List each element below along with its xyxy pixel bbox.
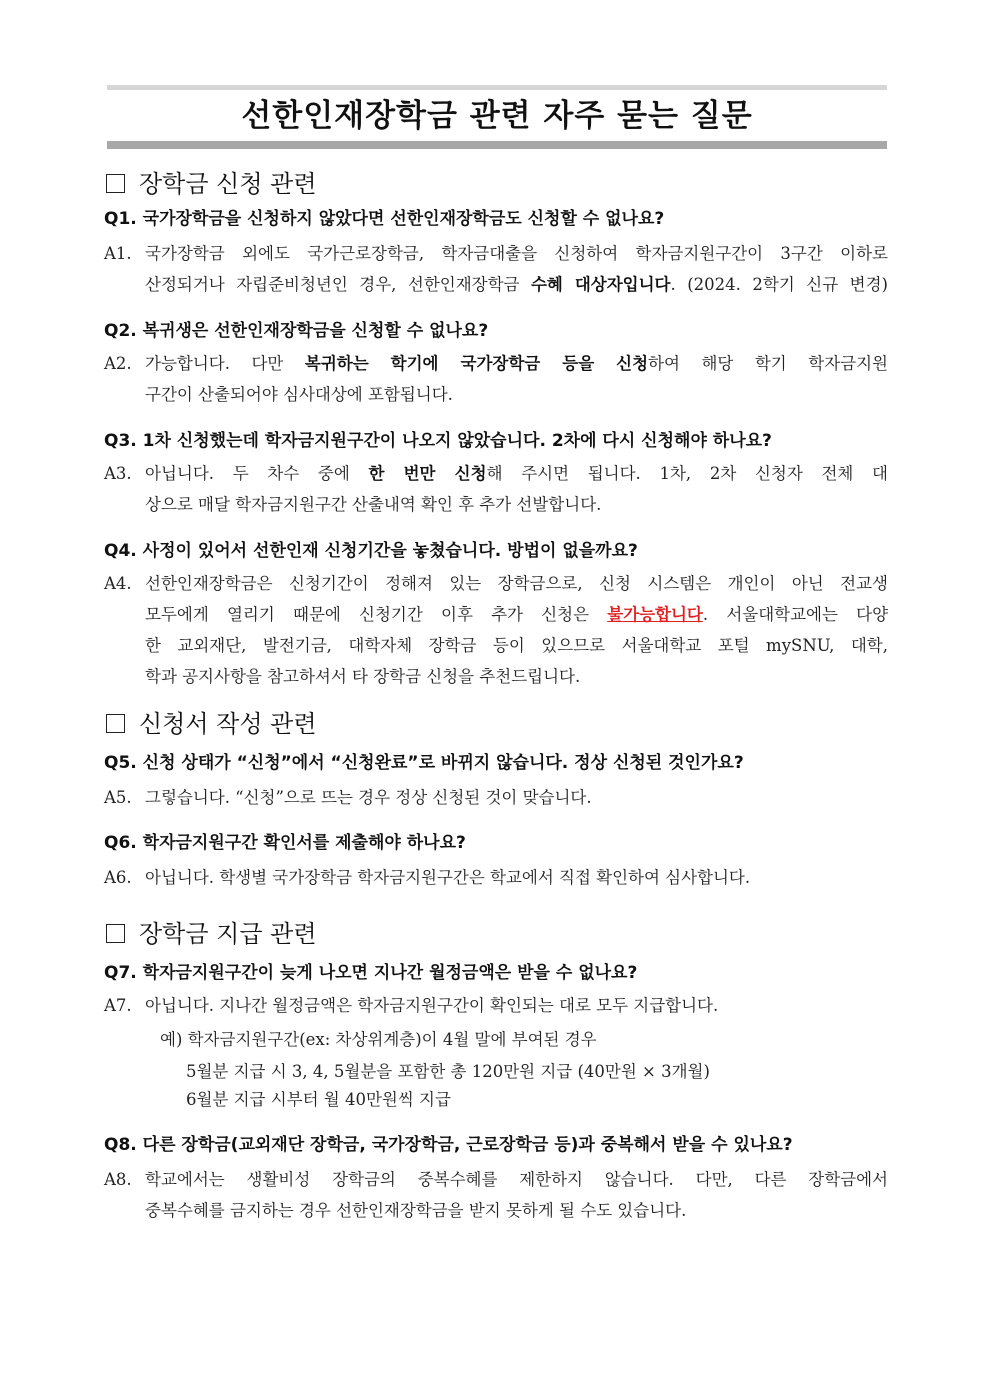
answer-line: 한 교외재단, 발전기금, 대학자체 장학금 등이 있으므로 서울대학교 포털 mySNU, 대학, [145,636,888,655]
answer-line: 학과 공지사항을 참고하셔서 타 장학금 신청을 추천드립니다. [145,667,581,686]
answer-line: 학교에서는 생활비성 장학금의 중복수혜를 제한하지 않습니다. 다만, 다른 장학금에서 [145,1170,888,1189]
emphasis-text: 수혜 대상자입니다 [530,275,671,294]
section-label: 신청서 작성 관련 [139,710,317,738]
question-5: Q5. 신청 상태가 “신청”에서 “신청완료”로 바뀌지 않습니다. 정상 신청된 것인가요? [104,753,744,773]
answer-line: 중복수혜를 금지하는 경우 선한인재장학금을 받지 못하게 될 수도 있습니다. [145,1201,687,1220]
answer-1 [104,238,888,300]
answer-line [145,269,888,300]
answer-2 [104,348,888,410]
answer-4 [104,568,888,692]
answer-label: A4. [104,574,132,593]
question-7: Q7. 학자금지원구간이 늦게 나오면 지나간 월정금액은 받을 수 없나요? [104,963,638,983]
example-line: 예) 학자금지원구간(ex: 차상위계층)이 4월 말에 부여된 경우 [160,1030,597,1049]
question-6: Q6. 학자금지원구간 확인서를 제출해야 하나요? [104,833,466,853]
answer-line: 그렇습니다. “신청”으로 뜨는 경우 정상 신청된 것이 맞습니다. [145,788,592,807]
emphasis-red-text: 불가능합니다 [607,605,703,624]
answer-label: A5. [104,788,132,807]
answer-label: A8. [104,1170,132,1189]
answer-line: 구간이 산출되어야 심사대상에 포함됩니다. [145,385,453,404]
answer-body [145,458,888,520]
answer-line: 상으로 매달 학자금지원구간 산출내역 확인 후 추가 선발합니다. [145,495,602,514]
emphasis-text: 한 번만 신청 [368,464,487,483]
answer-text: 아닙니다. 두 차수 중에 [145,464,369,483]
answer-body [145,348,888,410]
answer-text: . 서울대학교에는 다양 [702,605,889,624]
example-line: 5월분 지급 시 3, 4, 5월분을 포함한 총 120만원 지급 (40만원 × 3개월) [186,1062,710,1081]
answer-text: 해 주시면 됩니다. 1차, 2차 신청자 전체 대 [486,464,888,483]
answer-line [145,348,888,379]
answer-body [145,782,888,813]
answer-label: A6. [104,868,132,887]
section-heading-application [104,168,317,200]
answer-7 [104,990,888,1021]
question-2: Q2. 복귀생은 선한인재장학금을 신청할 수 없나요? [104,321,489,341]
question-8: Q8. 다른 장학금(교외재단 장학금, 국가장학금, 근로장학금 등)과 중복해서 받을 수 있나요? [104,1135,793,1155]
section-heading-form [104,708,317,740]
title-bottom-rule [107,141,887,149]
answer-text: . (2024. 2학기 신규 변경) [670,275,888,294]
answer-line: 아닙니다. 지나간 월정금액은 학자금지원구간이 확인되는 대로 모두 지급합니다. [145,996,719,1015]
answer-5 [104,782,888,813]
answer-body [145,238,888,300]
answer-line: 아닙니다. 학생별 국가장학금 학자금지원구간은 학교에서 직접 확인하여 심사합니다. [145,868,751,887]
answer-label: A3. [104,464,132,483]
question-3: Q3. 1차 신청했는데 학자금지원구간이 나오지 않았습니다. 2차에 다시 신청해야 하나요? [104,431,772,451]
page-title: 선한인재장학금 관련 자주 묻는 질문 [241,98,753,134]
section-heading-payment [104,918,317,950]
emphasis-text: 복귀하는 학기에 국가장학금 등을 신청 [304,354,649,373]
answer-line: 국가장학금 외에도 국가근로장학금, 학자금대출을 신청하여 학자금지원구간이 3구간 이하로 [145,244,888,263]
answer-line [145,458,888,489]
checkbox-square-icon [106,924,125,943]
answer-body [145,990,888,1021]
section-label: 장학금 신청 관련 [139,170,317,198]
question-1: Q1. 국가장학금을 신청하지 않았다면 선한인재장학금도 신청할 수 없나요? [104,209,665,229]
answer-body [145,568,888,692]
checkbox-square-icon [106,174,125,193]
answer-text: 하여 해당 학기 학자금지원 [648,354,888,373]
answer-8 [104,1164,888,1226]
answer-text: 산정되거나 자립준비청년인 경우, 선한인재장학금 [145,275,531,294]
answer-text: 모두에게 열리기 때문에 신청기간 이후 추가 신청은 [145,605,608,624]
answer-line [145,599,888,630]
checkbox-square-icon [106,714,125,733]
example-line: 6월분 지급 시부터 월 40만원씩 지급 [186,1090,451,1109]
answer-label: A7. [104,996,132,1015]
question-4: Q4. 사정이 있어서 선한인재 신청기간을 놓쳤습니다. 방법이 없을까요? [104,541,638,561]
answer-6 [104,862,888,893]
answer-body [145,1164,888,1226]
answer-line: 선한인재장학금은 신청기간이 정해져 있는 장학금으로, 신청 시스템은 개인이 아닌 전교생 [145,574,888,593]
answer-label: A2. [104,354,132,373]
title-top-rule [107,85,887,90]
answer-text: 가능합니다. 다만 [145,354,305,373]
answer-label: A1. [104,244,132,263]
answer-3 [104,458,888,520]
answer-body [145,862,888,893]
section-label: 장학금 지급 관련 [139,920,317,948]
